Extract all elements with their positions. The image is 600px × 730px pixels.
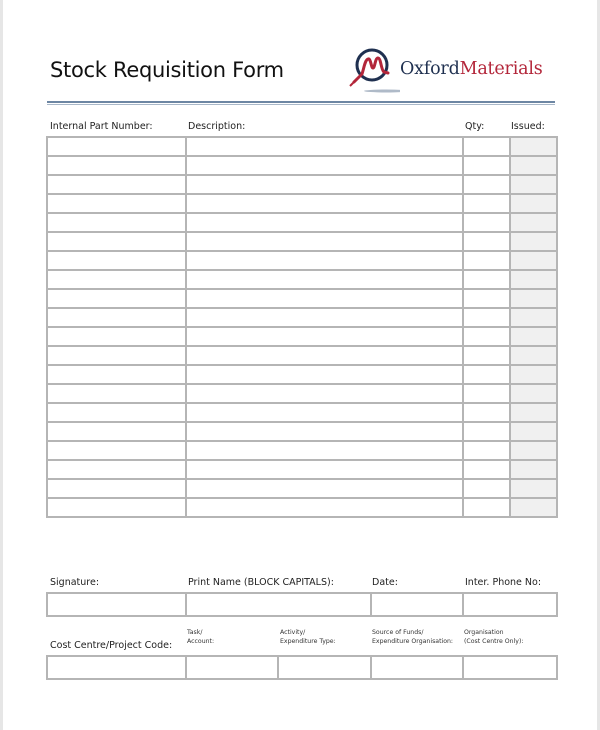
description-cell[interactable] xyxy=(186,289,463,308)
phone-field[interactable] xyxy=(463,593,557,616)
issued-cell[interactable] xyxy=(510,441,557,460)
header-divider-thin xyxy=(47,104,555,105)
issued-cell[interactable] xyxy=(510,232,557,251)
description-cell[interactable] xyxy=(186,213,463,232)
issued-cell[interactable] xyxy=(510,403,557,422)
qty-cell[interactable] xyxy=(463,460,510,479)
issued-cell[interactable] xyxy=(510,175,557,194)
qty-cell[interactable] xyxy=(463,232,510,251)
table-row xyxy=(47,156,557,175)
table-row xyxy=(47,498,557,517)
table-row xyxy=(47,175,557,194)
issued-cell[interactable] xyxy=(510,384,557,403)
table-row xyxy=(47,137,557,156)
cost-centre-table xyxy=(46,655,558,680)
table-row xyxy=(47,384,557,403)
part-number-cell[interactable] xyxy=(47,422,186,441)
issued-cell[interactable] xyxy=(510,498,557,517)
issued-cell[interactable] xyxy=(510,137,557,156)
table-row xyxy=(47,232,557,251)
qty-cell[interactable] xyxy=(463,175,510,194)
table-row xyxy=(47,194,557,213)
activity-field[interactable] xyxy=(278,656,371,679)
table-row xyxy=(47,422,557,441)
activity-label xyxy=(280,629,336,646)
activity-label-line1: Activity/ xyxy=(280,629,306,636)
task-account-field[interactable] xyxy=(186,656,278,679)
column-header-part-number: Internal Part Number: xyxy=(50,121,153,132)
items-table xyxy=(46,136,558,518)
qty-cell[interactable] xyxy=(463,194,510,213)
task-label-line2: Account: xyxy=(187,637,215,645)
qty-cell[interactable] xyxy=(463,479,510,498)
date-field[interactable] xyxy=(371,593,463,616)
part-number-cell[interactable] xyxy=(47,175,186,194)
qty-cell[interactable] xyxy=(463,422,510,441)
table-row xyxy=(47,289,557,308)
issued-cell[interactable] xyxy=(510,251,557,270)
qty-cell[interactable] xyxy=(463,251,510,270)
description-cell[interactable] xyxy=(186,498,463,517)
table-row xyxy=(47,441,557,460)
description-cell[interactable] xyxy=(186,384,463,403)
issued-cell[interactable] xyxy=(510,308,557,327)
part-number-cell[interactable] xyxy=(47,156,186,175)
part-number-cell[interactable] xyxy=(47,232,186,251)
qty-cell[interactable] xyxy=(463,498,510,517)
qty-cell[interactable] xyxy=(463,137,510,156)
part-number-cell[interactable] xyxy=(47,289,186,308)
qty-cell[interactable] xyxy=(463,365,510,384)
part-number-cell[interactable] xyxy=(47,327,186,346)
issued-cell[interactable] xyxy=(510,327,557,346)
logo-text-oxford: Oxford xyxy=(400,59,460,79)
signature-table xyxy=(46,592,558,617)
company-logo xyxy=(348,46,558,94)
qty-cell[interactable] xyxy=(463,327,510,346)
issued-cell[interactable] xyxy=(510,460,557,479)
description-cell[interactable] xyxy=(186,365,463,384)
part-number-cell[interactable] xyxy=(47,384,186,403)
table-row xyxy=(47,479,557,498)
qty-cell[interactable] xyxy=(463,270,510,289)
issued-cell[interactable] xyxy=(510,346,557,365)
description-cell[interactable] xyxy=(186,175,463,194)
part-number-cell[interactable] xyxy=(47,194,186,213)
table-row xyxy=(47,403,557,422)
description-cell[interactable] xyxy=(186,346,463,365)
issued-cell[interactable] xyxy=(510,289,557,308)
table-row xyxy=(47,213,557,232)
description-cell[interactable] xyxy=(186,232,463,251)
part-number-cell[interactable] xyxy=(47,346,186,365)
print-name-label: Print Name (BLOCK CAPITALS): xyxy=(188,577,334,588)
description-cell[interactable] xyxy=(186,403,463,422)
page-title: Stock Requisition Form xyxy=(50,58,284,82)
qty-cell[interactable] xyxy=(463,346,510,365)
description-cell[interactable] xyxy=(186,308,463,327)
qty-cell[interactable] xyxy=(463,213,510,232)
date-label: Date: xyxy=(372,577,398,588)
issued-cell[interactable] xyxy=(510,479,557,498)
description-cell[interactable] xyxy=(186,137,463,156)
source-label-line2: Expenditure Organisation: xyxy=(372,637,454,645)
table-row xyxy=(47,460,557,479)
cost-centre-label: Cost Centre/Project Code: xyxy=(50,640,173,651)
part-number-cell[interactable] xyxy=(47,498,186,517)
phone-label: Inter. Phone No: xyxy=(465,577,542,588)
organisation-label-line2: (Cost Centre Only): xyxy=(464,637,524,645)
signature-label: Signature: xyxy=(50,577,100,588)
qty-cell[interactable] xyxy=(463,308,510,327)
description-cell[interactable] xyxy=(186,327,463,346)
qty-cell[interactable] xyxy=(463,289,510,308)
cost-centre-field[interactable] xyxy=(47,656,186,679)
issued-cell[interactable] xyxy=(510,365,557,384)
part-number-cell[interactable] xyxy=(47,251,186,270)
part-number-cell[interactable] xyxy=(47,441,186,460)
issued-cell[interactable] xyxy=(510,270,557,289)
organisation-label xyxy=(464,629,523,646)
description-cell[interactable] xyxy=(186,270,463,289)
organisation-field[interactable] xyxy=(463,656,557,679)
part-number-cell[interactable] xyxy=(47,137,186,156)
part-number-cell[interactable] xyxy=(47,479,186,498)
source-label-line1: Source of Funds/ xyxy=(372,629,424,636)
description-cell[interactable] xyxy=(186,251,463,270)
table-row xyxy=(47,346,557,365)
issued-cell[interactable] xyxy=(510,156,557,175)
task-label-line1: Task/ xyxy=(187,629,203,636)
part-number-cell[interactable] xyxy=(47,365,186,384)
part-number-cell[interactable] xyxy=(47,460,186,479)
description-cell[interactable] xyxy=(186,460,463,479)
issued-cell[interactable] xyxy=(510,213,557,232)
table-row xyxy=(47,327,557,346)
part-number-cell[interactable] xyxy=(47,308,186,327)
oxford-materials-logo-icon xyxy=(348,46,400,94)
source-of-funds-label xyxy=(372,629,453,646)
description-cell[interactable] xyxy=(186,479,463,498)
activity-label-line2: Expenditure Type: xyxy=(280,637,336,645)
part-number-cell[interactable] xyxy=(47,213,186,232)
part-number-cell[interactable] xyxy=(47,403,186,422)
column-header-qty: Qty: xyxy=(465,121,485,132)
table-row xyxy=(47,251,557,270)
column-header-description: Description: xyxy=(188,121,246,132)
signature-field[interactable] xyxy=(47,593,186,616)
qty-cell[interactable] xyxy=(463,441,510,460)
table-row xyxy=(47,308,557,327)
description-cell[interactable] xyxy=(186,156,463,175)
table-row xyxy=(47,365,557,384)
table-row xyxy=(47,270,557,289)
issued-cell[interactable] xyxy=(510,422,557,441)
qty-cell[interactable] xyxy=(463,156,510,175)
source-of-funds-field[interactable] xyxy=(371,656,463,679)
description-cell[interactable] xyxy=(186,441,463,460)
print-name-field[interactable] xyxy=(186,593,371,616)
header-divider xyxy=(47,101,555,103)
description-cell[interactable] xyxy=(186,194,463,213)
logo-text-materials: Materials xyxy=(459,59,543,79)
task-account-label xyxy=(187,629,214,646)
page-edge-left xyxy=(0,0,3,730)
qty-cell[interactable] xyxy=(463,384,510,403)
qty-cell[interactable] xyxy=(463,403,510,422)
organisation-label-line1: Organisation xyxy=(464,629,504,636)
description-cell[interactable] xyxy=(186,422,463,441)
issued-cell[interactable] xyxy=(510,194,557,213)
logo-wordmark xyxy=(400,59,543,79)
column-header-issued: Issued: xyxy=(511,121,545,132)
part-number-cell[interactable] xyxy=(47,270,186,289)
